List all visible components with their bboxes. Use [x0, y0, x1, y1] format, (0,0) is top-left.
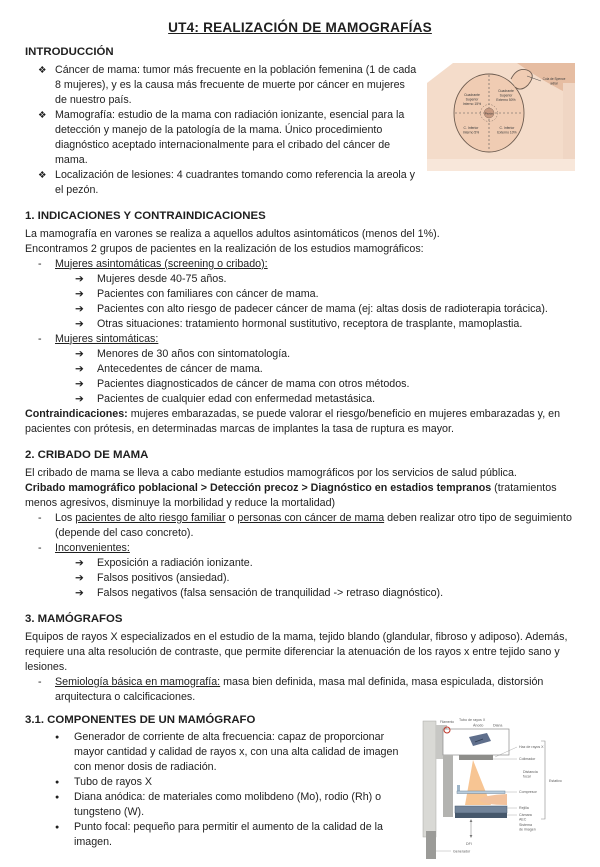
- label-compresor: Compresor: [519, 789, 537, 794]
- arrow-item: ➔ Pacientes con familiares con cáncer de mama.: [75, 287, 319, 300]
- arrow-bullet-icon: ➔: [75, 362, 84, 375]
- breast-quadrants-figure: [427, 63, 575, 171]
- label-cola-spence: Cola de Spence: [542, 77, 566, 81]
- componente-item: ● Generador de corriente de alta frecuencia: capaz de proporcionar mayor cantidad y calidad de rayos x, con una alta calidad de imagen con menor dosis de radiación.: [55, 731, 399, 774]
- dash-bullet-icon: -: [38, 541, 42, 554]
- s1-paragraph: Encontramos 2 grupos de pacientes en la realización de los estudios mamográficos:: [25, 242, 424, 255]
- page-title: UT4: REALIZACIÓN DE MAMOGRAFÍAS: [168, 20, 432, 35]
- arrow-item: ➔ Menores de 30 años con sintomatología.: [75, 347, 291, 360]
- dot-bullet-icon: ●: [55, 734, 60, 742]
- group-asintomaticas: - Mujeres asintomáticas (screening o cribado):: [38, 257, 268, 270]
- section-componentes: [25, 713, 575, 851]
- diamond-bullet-icon: ❖: [38, 169, 47, 181]
- svg-text:de imagen: de imagen: [519, 827, 536, 831]
- arrow-bullet-icon: ➔: [75, 586, 84, 599]
- arrow-item: ➔ Falsos positivos (ansiedad).: [75, 571, 230, 584]
- label-dfi: DFI: [466, 841, 472, 846]
- dash-bullet-icon: -: [38, 675, 42, 688]
- label-tubo: Tubo de rayos X: [459, 717, 486, 722]
- svg-text:Superior: Superior: [499, 93, 513, 98]
- label-haz: Haz de rayos X: [519, 744, 544, 749]
- cribado-item: - Los pacientes de alto riesgo familiar o personas con cáncer de mama deben realizar otro tipo de seguimiento (depende del caso concreto).: [38, 511, 572, 539]
- s2-chain: Cribado mamográfico poblacional > Detección precoz > Diagnóstico en estadios tempranos (tratamientos menos agresivos, disminuye la morbilidad y reduce la mortalidad): [25, 481, 557, 509]
- arrow-item: ➔ Pacientes con alto riesgo de padecer cáncer de mama (ej: altas dosis de radioterapia torácica).: [75, 302, 548, 315]
- componente-item: ● Punto focal: pequeño para permitir el aumento de la calidad de la imagen.: [55, 821, 383, 849]
- group-sintomaticas: - Mujeres sintomáticas:: [38, 332, 159, 345]
- contraindicaciones-label: Contraindicaciones:: [25, 407, 128, 420]
- label-csi: Cuadrante: [464, 93, 480, 97]
- componente-item: ● Diana anódica: de materiales como molibdeno (Mo), rodio (Rh) o tungsteno (W).: [55, 791, 382, 819]
- label-distancia-focal: Distancia: [523, 769, 538, 774]
- arrow-item: ➔ Exposición a radiación ionizante.: [75, 556, 253, 569]
- arrow-item: ➔ Antecedentes de cáncer de mama.: [75, 362, 263, 375]
- label-cse: Cuadrante: [498, 89, 514, 93]
- label-colimador: Colimador: [519, 756, 536, 761]
- intro-heading: INTRODUCCIÓN: [25, 46, 114, 59]
- svg-text:Interno 15%: Interno 15%: [462, 102, 482, 106]
- svg-text:Interno 5%: Interno 5%: [462, 130, 480, 135]
- s1-heading: 1. INDICACIONES Y CONTRAINDICACIONES: [25, 209, 266, 222]
- svg-text:AEC: AEC: [519, 817, 527, 821]
- s1-paragraph: La mamografía en varones se realiza a aquellos adultos asintomáticos (menos del 1%).: [25, 227, 440, 240]
- label-camara: Cámara: [519, 812, 532, 817]
- dash-bullet-icon: -: [38, 257, 42, 270]
- dot-bullet-icon: ●: [55, 779, 60, 787]
- label-estativo: Estativo: [549, 778, 562, 783]
- svg-text:axilar: axilar: [550, 81, 558, 86]
- section-indicaciones: [25, 209, 575, 437]
- s2-paragraph: El cribado de mama se lleva a cabo mediante estudios mamográficos por los servicios de salud pública.: [25, 466, 517, 479]
- arrow-bullet-icon: ➔: [75, 302, 84, 315]
- intro-bullet: ❖ Mamografía: estudio de la mama con radiación ionizante, esencial para la detección y manejo de la patología de la mama. Único procedimiento diagnóstico aceptado internacionalmente para el cribado del cáncer de mama.: [38, 108, 405, 166]
- arrow-bullet-icon: ➔: [75, 287, 84, 300]
- label-generador: Generador: [453, 849, 471, 853]
- s3-heading: 3. MAMÓGRAFOS: [25, 612, 123, 625]
- label-anodo: Ánodo: [473, 723, 484, 727]
- section-introduccion: [25, 45, 575, 198]
- breast-quadrants-illustration: [427, 63, 575, 171]
- label-diana: Diana: [493, 723, 503, 727]
- svg-text:focal: focal: [523, 774, 531, 778]
- dot-bullet-icon: ●: [55, 824, 60, 832]
- svg-text:Superior: Superior: [465, 97, 479, 102]
- arrow-item: ➔ Falsos negativos (falsa sensación de tranquilidad -> retraso diagnóstico).: [75, 586, 444, 599]
- svg-text:Externo 50%: Externo 50%: [496, 98, 516, 102]
- label-filamento: Filamento: [440, 719, 454, 724]
- section-mamografos: [25, 612, 575, 705]
- svg-text:Externo 10%: Externo 10%: [497, 130, 517, 135]
- label-sistema-imagen: Sistema: [519, 822, 532, 827]
- dot-bullet-icon: ●: [55, 794, 60, 802]
- label-cii: C. Inferior: [463, 126, 479, 130]
- arrow-bullet-icon: ➔: [75, 571, 84, 584]
- arrow-item: ➔ Otras situaciones: tratamiento hormonal sustitutivo, receptora de trasplante, mamoplastia.: [75, 317, 523, 330]
- arrow-bullet-icon: ➔: [75, 347, 84, 360]
- s3-paragraph: Equipos de rayos X especializados en el estudio de la mama, tejido blando (glandular, fibroso y adiposo). Además, requiere una alta resolución de contraste, que permite diferenciar la atenuación de los rayos x entre tejido sano y lesiones.: [25, 630, 568, 673]
- inconvenientes-label: - Inconvenientes:: [38, 541, 130, 554]
- arrow-bullet-icon: ➔: [75, 556, 84, 569]
- section-cribado: [25, 448, 575, 601]
- arrow-item: ➔ Pacientes de cualquier edad con enfermedad metastásica.: [75, 392, 376, 405]
- intro-bullet: ❖ Cáncer de mama: tumor más frecuente en la población femenina (1 de cada 8 mujeres), y es la causa más frecuente de muerte por cáncer en mujeres de nuestro país.: [38, 64, 417, 106]
- arrow-bullet-icon: ➔: [75, 317, 84, 330]
- diamond-bullet-icon: ❖: [38, 109, 47, 121]
- componente-item: ● Tubo de rayos X: [55, 776, 153, 789]
- label-pezon: Pezón: [484, 111, 494, 116]
- arrow-item: ➔ Pacientes diagnosticados de cáncer de mama con otros métodos.: [75, 377, 410, 390]
- s31-heading: 3.1. COMPONENTES DE UN MAMÓGRAFO: [25, 713, 256, 726]
- semiologia-item: - Semiología básica en mamografía: masa bien definida, masa mal definida, masa espiculada, distorsión arquitectura o calcificaciones.: [38, 675, 544, 703]
- dash-bullet-icon: -: [38, 511, 42, 524]
- arrow-item: ➔ Mujeres desde 40-75 años.: [75, 272, 227, 285]
- intro-bullet: ❖ Localización de lesiones: 4 cuadrantes tomando como referencia la areola y el pezón.: [38, 168, 416, 196]
- dash-bullet-icon: -: [38, 332, 42, 345]
- arrow-bullet-icon: ➔: [75, 272, 84, 285]
- mammograph-figure: [413, 715, 575, 863]
- s2-heading: 2. CRIBADO DE MAMA: [25, 448, 149, 461]
- diamond-bullet-icon: ❖: [38, 65, 47, 76]
- mammograph-diagram: [413, 715, 575, 863]
- arrow-bullet-icon: ➔: [75, 392, 84, 405]
- label-cie: C. Inferior: [499, 126, 515, 130]
- label-rejilla: Rejilla: [519, 805, 529, 810]
- arrow-bullet-icon: ➔: [75, 377, 84, 390]
- contraindicaciones: Contraindicaciones: mujeres embarazadas, se puede valorar el riesgo/beneficio en mujeres embarazadas y, en pacientes con prótesis, en determinadas marcas de implantes la tasa de ruptura es mayor.: [25, 407, 561, 435]
